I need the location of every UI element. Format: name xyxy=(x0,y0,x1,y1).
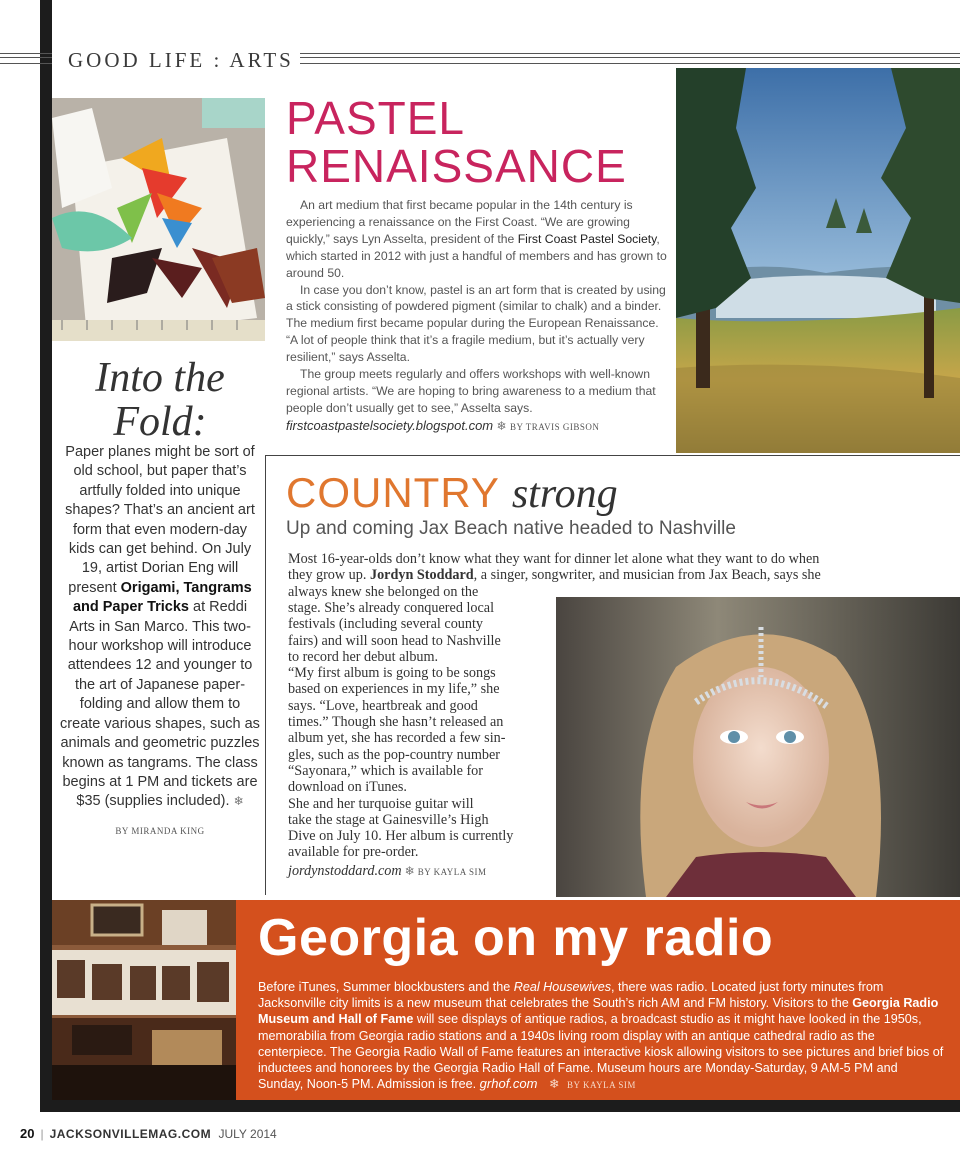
fold-body xyxy=(60,443,260,841)
pastel-p1-text-2: , which started in 2012 with just a handful of members and has grown to around 50. xyxy=(286,231,667,280)
fold-body-text: Paper planes might be sort of old school, but paper that’s artfully folded into unique shapes? That’s an ancient art form that even modern-day kids can get behind. On July 19, artist Dorian Eng will present xyxy=(65,444,255,596)
pastel-paragraph-2: In case you don’t know, pastel is an art form that is created by using a stick consisting of powdered pigment (similar to chalk) and a binder. The medium first became popular during the European Renaissance. “A lot of people think that it’s a fragile medium, but it’s actually very resilient,” says Asselta. xyxy=(286,282,666,365)
fold-title xyxy=(60,356,260,444)
fold-byline: BY MIRANDA KING xyxy=(115,825,205,836)
georgia-url[interactable]: grhof.com xyxy=(479,1076,538,1092)
footer-magazine[interactable]: JACKSONVILLEMAG.COM xyxy=(49,1127,212,1141)
country-footer-line xyxy=(288,863,487,880)
country-body-line: “My first album is going to be songs xyxy=(288,665,496,682)
page-number: 20 xyxy=(20,1126,35,1141)
column-divider xyxy=(265,455,266,895)
country-body-line: gles, such as the pop-country number xyxy=(288,746,500,763)
page-frame-bottom xyxy=(40,1100,960,1112)
country-body-line: download on iTunes. xyxy=(288,779,407,796)
country-body-line: take the stage at Gainesville’s High xyxy=(288,811,489,828)
georgia-museum-name: Georgia Radio Museum and Hall of Fame xyxy=(258,996,939,1027)
country-title-script: strong xyxy=(511,471,618,517)
pastel-paragraph-1 xyxy=(286,197,672,282)
footer-issue: JULY 2014 xyxy=(218,1127,277,1141)
country-body-line: festivals (including several county xyxy=(288,616,484,633)
country-url[interactable]: jordynstoddard.com xyxy=(288,862,402,879)
section-rule-left xyxy=(0,53,52,64)
fold-event-name: Origami, Tangrams and Paper Tricks xyxy=(72,579,252,616)
snowflake-icon: ❄ xyxy=(496,418,507,433)
fold-body-text-2: at Reddi Arts in San Marco. This two-hour workshop will introduce attendees 12 and younger to the art of Japanese paper-folding and allow them to create various shapes, such as animals and geometric puzzles known as tangrams. The class begins at 1 PM and tickets are $35 (supplies included). xyxy=(60,599,260,810)
origami-photo xyxy=(52,98,265,341)
snowflake-icon: ❄ xyxy=(548,1077,560,1092)
country-subtitle: Up and coming Jax Beach native headed to Nashville xyxy=(286,518,736,539)
pastel-painting xyxy=(676,68,960,453)
radio-museum-photo xyxy=(52,900,236,1100)
georgia-text-3: will see displays of antique radios, a broadcast studio as it might have looked in the 1950s, memorabilia from Georgia radio stations and a 1940s living room display with an antique cathedral radio as the centerpiece. The Georgia Radio Wall of Fame features an interactive kiosk allowing visitors to see pictures and brief bios of inductees and honorees by the Georgia Radio Hall of Fame. Museum hours are Monday-Saturday, 9 AM-5 PM and Sunday, Noon-5 PM. Admission is free. xyxy=(258,1012,944,1092)
country-body-line: to record her debut album. xyxy=(288,648,439,665)
country-body-line: always knew she belonged on the xyxy=(288,583,479,600)
georgia-text-2: , there was radio. Located just forty minutes from Jacksonville city limits is a new museum that celebrates the South’s rich AM and FM history. Visitors to the xyxy=(258,980,884,1011)
pastel-title-line2: RENAISSANCE xyxy=(286,140,627,192)
pastel-title-line1: PASTEL xyxy=(286,92,465,144)
pastel-url[interactable]: firstcoastpastelsociety.blogspot.com xyxy=(286,417,494,433)
country-body-line: She and her turquoise guitar will xyxy=(288,795,474,812)
country-body-line: times.” Though she hasn’t released an xyxy=(288,714,504,730)
country-body-line: “Sayonara,” which is available for xyxy=(288,762,483,779)
pastel-p1-text: An art medium that first became popular in the 14th century is experiencing a renaissance on the First Coast. “We are growing quickly,” says Lyn Asselta, president of the xyxy=(286,198,633,246)
singer-portrait xyxy=(556,597,960,897)
pastel-title xyxy=(286,94,627,190)
georgia-title: Georgia on my radio xyxy=(258,909,774,967)
page-footer xyxy=(20,1126,277,1141)
section-rule-right xyxy=(296,53,960,64)
fold-title-line2: Fold: xyxy=(113,399,207,445)
country-body-line: fairs) and will soon head to Nashville xyxy=(288,632,501,649)
country-body-line: available for pre-order. xyxy=(288,844,419,861)
footer-separator: | xyxy=(40,1127,44,1141)
singer-name: Jordyn Stoddard xyxy=(369,567,474,584)
georgia-show-title: Real Housewives xyxy=(513,980,612,994)
fold-title-line1: Into the xyxy=(95,355,225,401)
country-body-line: Dive on July 10. Her album is currently xyxy=(288,828,514,845)
section-label: GOOD LIFE : ARTS xyxy=(62,48,300,73)
pastel-society-link[interactable]: First Coast Pastel Society xyxy=(517,231,657,246)
snowflake-icon: ❄ xyxy=(401,863,418,878)
country-body-line: says. “Love, heartbreak and good xyxy=(288,697,478,714)
country-body-line: they grow up. Jordyn Stoddard, a singer, songwriter, and musician from Jax Beach, says she xyxy=(288,567,821,584)
country-body-line: based on experiences in my life,” she xyxy=(288,681,500,698)
country-body-line: album yet, she has recorded a few sin- xyxy=(288,730,506,747)
pastel-body xyxy=(286,197,672,436)
country-title xyxy=(286,470,618,517)
georgia-byline: BY KAYLA SIM xyxy=(567,1080,636,1091)
pastel-byline: BY TRAVIS GIBSON xyxy=(509,421,600,432)
page-frame-left xyxy=(40,0,52,1112)
country-byline: BY KAYLA SIM xyxy=(417,866,487,877)
snowflake-icon: ❄ xyxy=(233,794,244,809)
pastel-paragraph-3: The group meets regularly and offers workshops with well-known regional artists. “We are hoping to bring awareness to a medium that people don’t usually get to see,” Asselta says. xyxy=(286,367,656,415)
country-body-line: Most 16-year-olds don’t know what they want for dinner let alone what they want to do when xyxy=(288,551,820,567)
country-title-main: COUNTRY xyxy=(286,469,500,516)
georgia-body xyxy=(258,979,946,1093)
georgia-text-1: Before iTunes, Summer blockbusters and the xyxy=(258,980,514,994)
section-divider xyxy=(266,455,960,456)
country-body-line: stage. She’s already conquered local xyxy=(288,599,495,616)
